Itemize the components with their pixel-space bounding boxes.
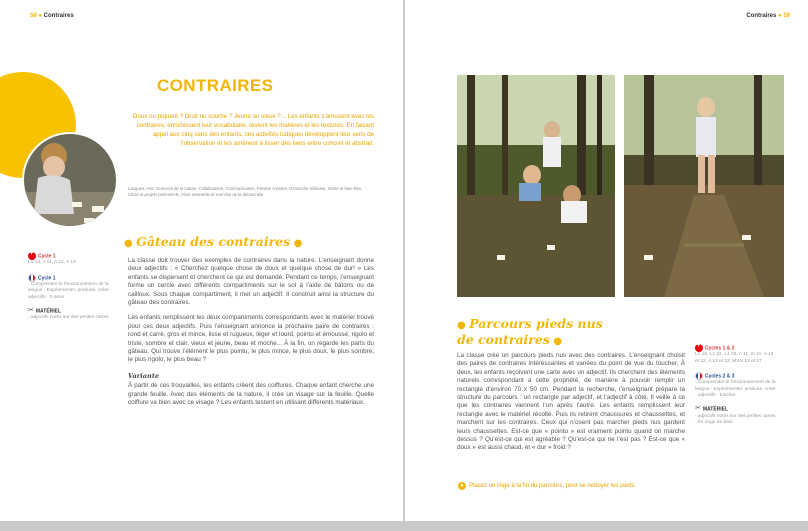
material-block <box>695 406 777 426</box>
cycle12-block <box>695 344 777 365</box>
page-title: CONTRAIRES <box>157 76 274 95</box>
french-flag-icon <box>695 372 703 380</box>
competency-tags: Langues, Arts, Sciences de la nature, Collaboration, Communication, Pensée créative, Démarche réflexive, Santé et bien-être, Choix et projets personnels, Vivre ensemble et exercice de la démocratie <box>128 186 363 197</box>
left-sidebar <box>28 252 114 322</box>
cycle1-ch-text: L1 13, A 11, A 12, A 13 <box>28 260 76 266</box>
variant-title: Variante <box>128 371 160 380</box>
intro-text: Doux ou piquant ? Droit ou courbe ? Jeune ou vieux ?... Les enfants s’amusent avec les contraires, enrichissent leur vocabulaire, testent les matières et les textures. En faisant appel aux cinq sens des enfants, ces activités ludiques développent leur sens de l’observation et les amènent à tisser des liens entre concret et abstrait. <box>132 113 374 147</box>
paragraph: La classe crée un parcours pieds nus avec des contraires. L’enseignant choisit des paires de contraires intéressantes et variées du point de vue du toucher. À deux, les enfants reçoivent une carte avec un adjectif. Ils cherchent des éléments naturels correspondant à cette propriété, de manière à pouvoir remplir un rectangle d’environ 70 x 50 cm. Pendant la recherche, l’enseignant prépare la structure du parcours : un rectangle par adjectif, et l’adjectif à côté. Il veille à ce que les contraires viennent l’un après l’autre. Les enfants remplissent leur rectangle avec le matériel récolté. Puis ils retirent chaussures et chaussettes, et marchent sur les contraires. Ceux qui n’osent pas marcher pieds nus gardent leurs chaussettes. Est-ce que « pointu » est vraiment pointu quand on marche dessus ? Qu’est-ce qui est agréable ? Qu’est-ce qui ne l’est pas ? Est-ce que « doux » est aussi chaud, et « dur » froid ? <box>457 352 685 452</box>
cycle1-fr-text: - Comprendre le fonctionnement de la langue - Expérimenter, produire, créer - adjectifs - 5 sens <box>28 282 112 300</box>
material-label: MATÉRIEL <box>35 308 62 315</box>
scissors-icon: ✂ <box>695 404 701 412</box>
photo-children-forest-image <box>457 75 615 297</box>
paragraph: Les enfants remplissent les deux compartiments correspondants avec le matériel trouvé pour ces deux adjectifs. Puis l’enseignant annonce la prochaine paire de contraires : rond et carré, gros et mince, lisse et rugueux, léger et lourd, pointu et émoussé, rigolo et triste, sombre et clair, vieux et jeune, beau et moche... À la fin, on regarde les parts du gâteau. Qui trouve l’élément le plus pointu, le plus mince, le plus doux, le plus sombre, le plus rigolo, le plus beau ? <box>128 314 374 364</box>
french-flag-icon <box>28 274 36 282</box>
left-page-header <box>30 13 74 19</box>
material-label: MATÉRIEL <box>702 406 729 413</box>
activity-title-line2: de contraires <box>457 332 550 347</box>
paragraph: La classe doit trouver des exemples de contraires dans la nature. L’enseignant donne deux adjectifs : « Cherchez quelque chose de doux et quelque chose de dur! » Les enfants se dispersent et cherchent ce qui est demandé. Pendant ce temps, l’enseignant forme un cercle avec différents compartiments sur le sol à l’aide de bâtons ou de cailloux. Sous chaque compartiment, il met un adjectif. Il construit ainsi la structure du gâteau des contraires. <box>128 257 374 307</box>
swiss-flag-icon <box>28 252 36 260</box>
heading-dot-right: ● <box>549 336 563 347</box>
cycle12-label: Cycles 1 & 2 <box>705 345 735 352</box>
header-section: Contraires <box>43 13 74 19</box>
child-photo <box>22 132 118 228</box>
tip-line <box>458 482 636 490</box>
scissors-icon: ✂ <box>28 306 34 314</box>
cycle23-block <box>695 372 777 399</box>
cycle1-fr-label: Cycle 1 <box>38 274 56 281</box>
left-body-text <box>128 257 374 415</box>
page-number: 59 <box>783 13 790 19</box>
tip-icon: ♦ <box>458 482 466 490</box>
activity-heading <box>457 317 603 349</box>
photo-girl-barefoot-path-image <box>624 75 784 297</box>
right-sidebar <box>695 344 777 426</box>
material-text: - adjectifs notés sur des petites cartes - év. linge de bain <box>695 413 776 425</box>
photo-girl-barefoot-path <box>624 75 784 297</box>
material-text: - adjectifs notés sur des petites cartes <box>28 315 109 321</box>
cycle12-text: L1 16, L1 22, L1 26, A 11, et 21, A 12 et 22, A 13 et 23, MSN 13 et 27 <box>695 352 774 364</box>
cycle1-fr-block <box>28 274 114 301</box>
child-photo-image <box>24 134 118 228</box>
swiss-flag-icon <box>695 344 703 352</box>
tip-text: Placez un linge à la fin du parcours, pour se nettoyer les pieds. <box>469 483 637 489</box>
material-block <box>28 308 114 322</box>
header-separator: ● <box>778 13 784 19</box>
right-body-text <box>457 352 685 460</box>
header-section: Contraires <box>746 13 777 19</box>
left-page <box>0 0 403 521</box>
photo-children-forest <box>457 75 615 297</box>
cycle1-ch-block <box>28 252 114 267</box>
activity-title: Gâteau des contraires <box>136 234 291 249</box>
heading-dot-left: ● <box>457 320 470 331</box>
cycle23-label: Cycles 2 & 3 <box>705 373 735 380</box>
heading-dot-left: ● <box>124 238 137 249</box>
right-page <box>405 0 808 521</box>
right-page-header <box>746 13 790 19</box>
heading-dot-right: ● <box>290 238 303 249</box>
cycle23-text: - Comprendre le fonctionnement de la langue - Expérimenter, produire, créer - adjectifs - toucher <box>695 380 776 398</box>
activity-title-line1: Parcours pieds nus <box>469 316 603 331</box>
header-separator: ● <box>38 13 44 19</box>
variant-text: À partir de ces trouvailles, les enfants créent des coiffures. Chaque enfant cherche une grande feuille. Avec des éléments de la nature, il crée un visage sur la feuille. Quelle coiffure va bien avec ce visage ? Les enfants testent en utilisant différents matériaux. <box>128 382 374 407</box>
activity-heading <box>124 235 302 251</box>
page-number: 58 <box>30 13 37 19</box>
cycle1-ch-label: Cycle 1 <box>38 253 56 260</box>
